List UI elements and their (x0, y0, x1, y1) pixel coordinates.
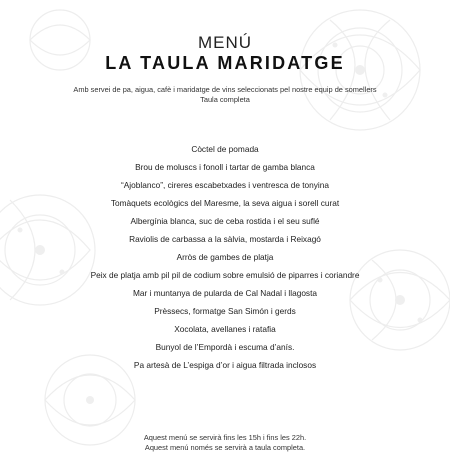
dish-item: Arròs de gambes de platja (176, 252, 274, 262)
dish-item: Pa artesà de L’espiga d’or i aigua filtrada inclosos (133, 360, 317, 370)
menu-label: MENÚ (197, 33, 253, 52)
dish-item: Prèssecs, formatge San Simón i gerds (154, 306, 296, 316)
dish-item: Brou de moluscs i fonoll i tartar de gamba blanca (135, 162, 315, 172)
subtitle-line-table: Taula completa (200, 95, 250, 104)
menu-title: LA TAULA MARIDATGE (105, 53, 345, 73)
dish-item: Peix de platja amb pil pil de codium sobre emulsió de piparres i coriandre (90, 270, 360, 280)
footer-line-hours: Aquest menú se servirà fins les 15h i fins les 22h. (143, 433, 307, 442)
dish-item: Raviolis de carbassa a la sàlvia, mostarda i Reixagó (129, 234, 321, 244)
dish-item: Albergínia blanca, suc de ceba rostida i el seu suflé (130, 216, 320, 226)
dish-item: Mar i muntanya de pularda de Cal Nadal i llagosta (132, 288, 318, 298)
dish-item: Bunyol de l’Empordà i escuma d’anís. (155, 342, 295, 352)
dish-item: Xocolata, avellanes i ratafia (174, 324, 276, 334)
subtitle-line-service: Amb servei de pa, aigua, cafè i maridatge de vins seleccionats pel nostre equip de somellers (73, 85, 377, 94)
footer-line-table: Aquest menú només se servirà a taula completa. (144, 443, 306, 452)
menu-footer (0, 433, 450, 453)
dish-list (0, 140, 450, 374)
dish-item: Còctel de pomada (191, 144, 259, 154)
menu-subtitle (0, 85, 450, 105)
dish-item: Tomàquets ecològics del Maresme, la seva aigua i sorell curat (110, 198, 340, 208)
dish-item: “Ajoblanco”, cireres escabetxades i ventresca de tonyina (121, 180, 329, 190)
